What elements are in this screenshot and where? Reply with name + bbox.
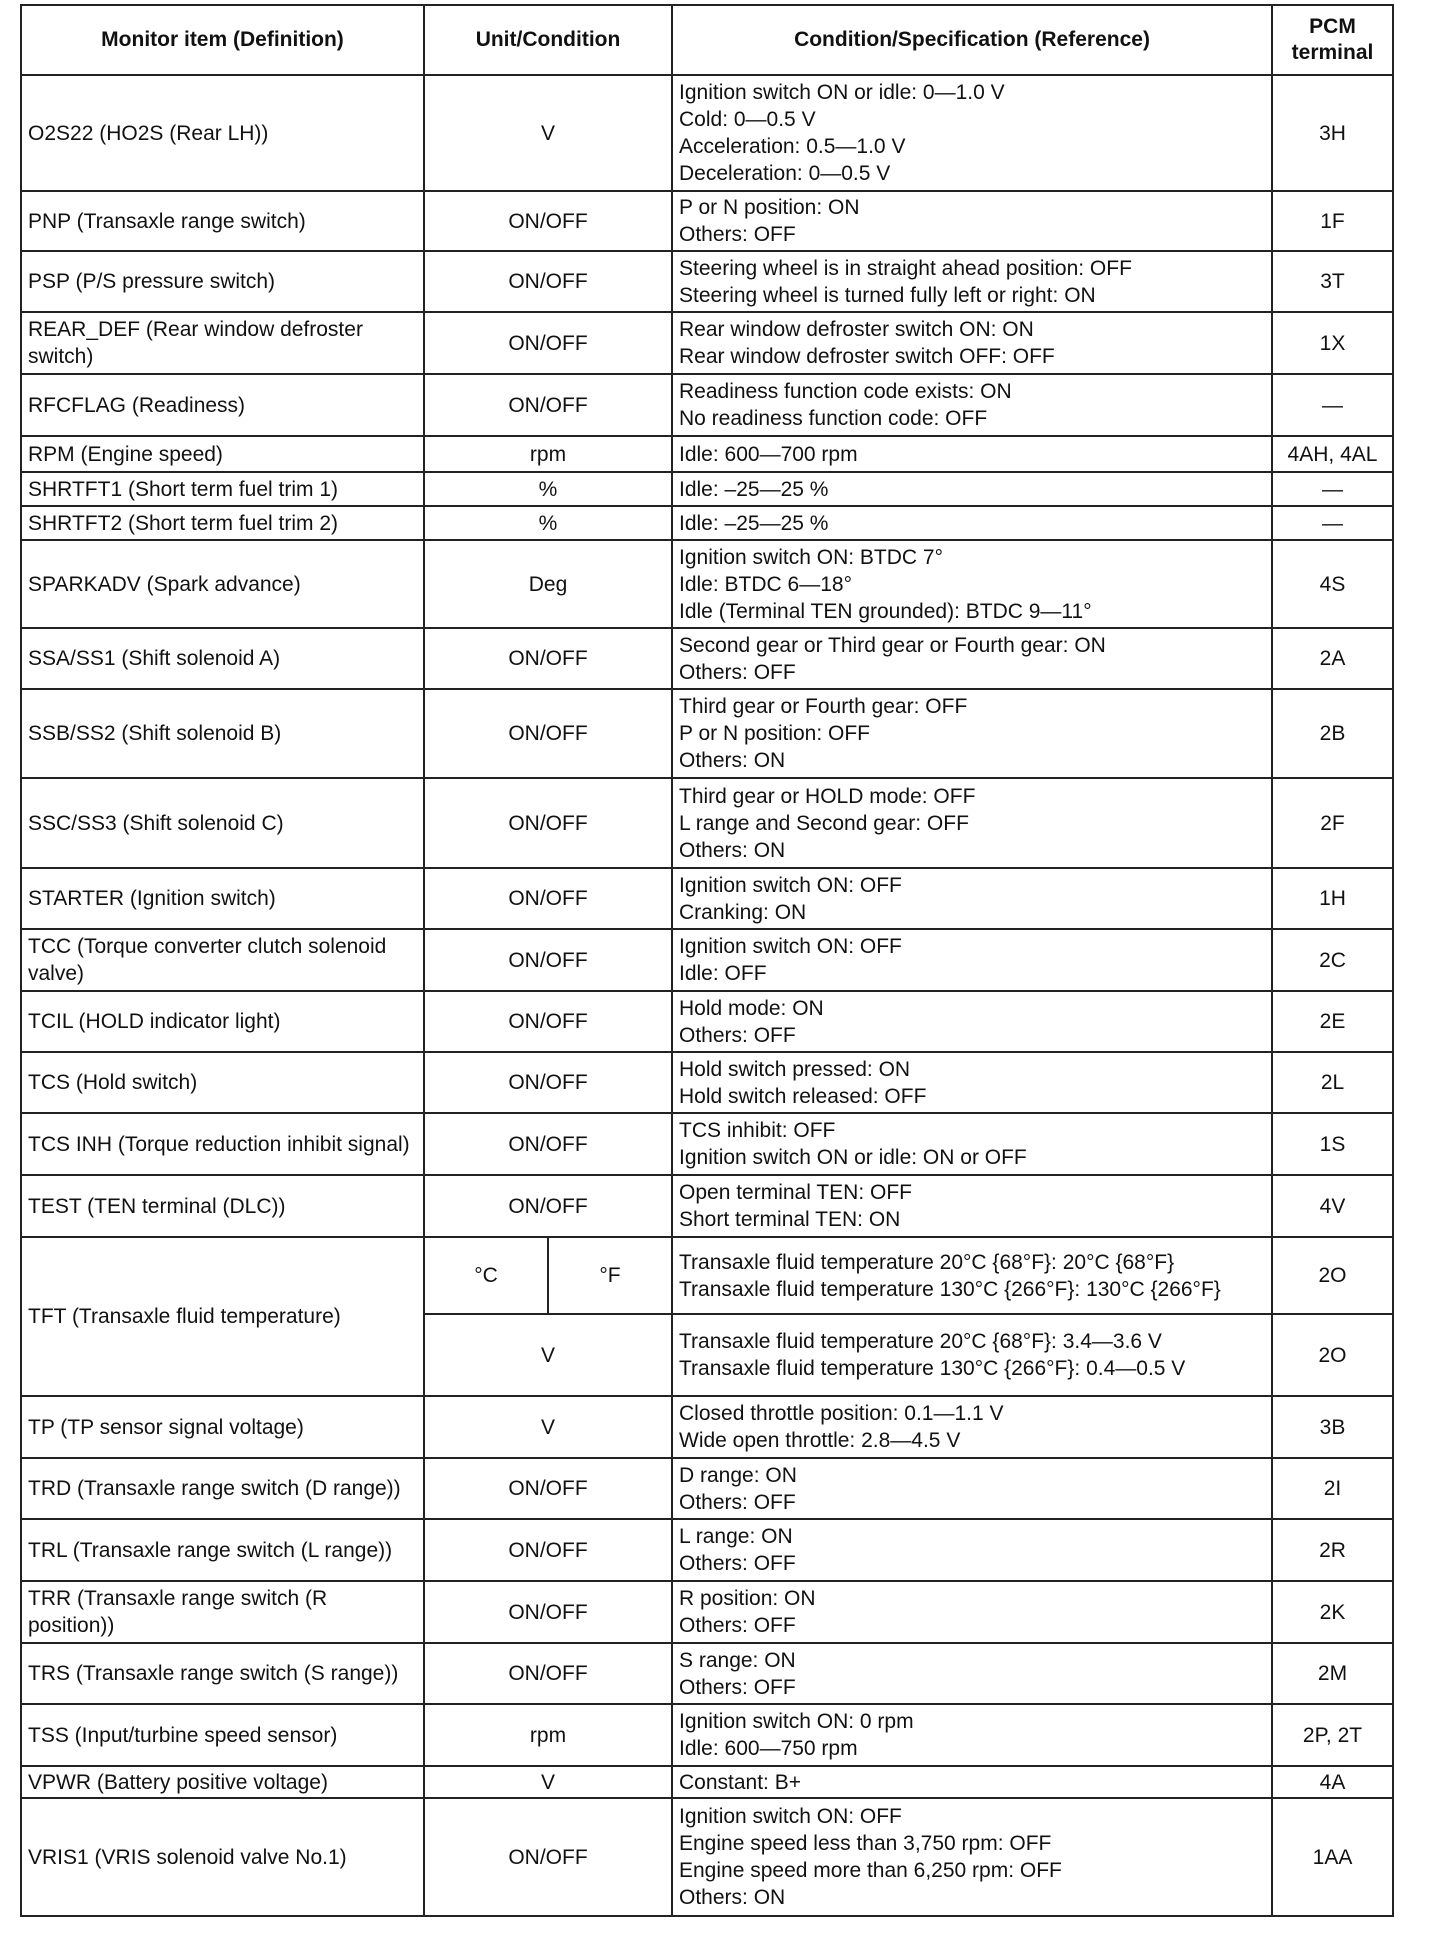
monitor-item-cell: REAR_DEF (Rear window defroster switch) (21, 312, 424, 374)
condition-line: Constant: B+ (679, 1770, 801, 1794)
header-pcm-terminal: PCM terminal (1272, 5, 1393, 75)
table-row (21, 472, 1393, 506)
condition-line: Ignition switch ON: OFF (679, 873, 902, 897)
condition-line: Ignition switch ON: OFF (679, 1805, 902, 1828)
condition-line: Short terminal TEN: ON (679, 1208, 901, 1231)
condition-line: Transaxle fluid temperature 130°C {266°F}: 130°C {266°F} (679, 1277, 1221, 1301)
monitor-item-cell: TRS (Transaxle range switch (S range)) (21, 1643, 424, 1704)
condition-cell (672, 374, 1272, 436)
condition-cell (672, 778, 1272, 868)
terminal-cell: 1X (1272, 312, 1393, 374)
condition-line: L range: ON (679, 1525, 793, 1548)
condition-line: Others: ON (679, 838, 786, 862)
terminal-cell: 2K (1272, 1581, 1393, 1643)
condition-line: Ignition switch ON: 0 rpm (679, 1710, 914, 1733)
monitor-item-cell: TCC (Torque converter clutch solenoid valve) (21, 929, 424, 991)
table-row (21, 191, 1393, 251)
table-row (21, 1581, 1393, 1643)
condition-line: Others: OFF (679, 1490, 796, 1514)
terminal-cell: 2O (1272, 1314, 1393, 1396)
condition-cell (672, 868, 1272, 929)
unit-cell: ON/OFF (424, 312, 672, 374)
unit-cell: V (424, 1766, 672, 1798)
terminal-cell: 1S (1272, 1113, 1393, 1175)
terminal-cell: 2F (1272, 778, 1393, 868)
condition-line: Ignition switch ON: BTDC 7° (679, 545, 943, 569)
condition-line: Others: OFF (679, 1675, 796, 1699)
condition-cell (672, 75, 1272, 191)
unit-celsius-cell: °C (424, 1237, 548, 1314)
header-condition-specification: Condition/Specification (Reference) (672, 5, 1272, 75)
monitor-spec-table (20, 4, 1394, 1917)
monitor-item-cell: TRD (Transaxle range switch (D range)) (21, 1458, 424, 1519)
monitor-item-cell: RFCFLAG (Readiness) (21, 374, 424, 436)
condition-line: Others: OFF (679, 660, 796, 684)
condition-line: Idle: –25—25 % (679, 477, 829, 501)
table-row (21, 75, 1393, 191)
condition-cell (672, 628, 1272, 689)
condition-line: Cranking: ON (679, 900, 807, 924)
table-row (21, 506, 1393, 540)
unit-cell: ON/OFF (424, 1175, 672, 1237)
unit-cell: ON/OFF (424, 929, 672, 991)
condition-line: Cold: 0—0.5 V (679, 108, 816, 131)
condition-cell (672, 689, 1272, 778)
condition-cell (672, 472, 1272, 506)
condition-line: Second gear or Third gear or Fourth gear: ON (679, 633, 1106, 657)
unit-cell: ON/OFF (424, 1798, 672, 1916)
terminal-cell: 2C (1272, 929, 1393, 991)
terminal-cell: 3B (1272, 1396, 1393, 1458)
monitor-item-cell: STARTER (Ignition switch) (21, 868, 424, 929)
monitor-item-cell: TCIL (HOLD indicator light) (21, 991, 424, 1052)
monitor-item-cell: TSS (Input/turbine speed sensor) (21, 1704, 424, 1766)
table-row (21, 1704, 1393, 1766)
condition-line: Third gear or HOLD mode: OFF (679, 784, 976, 808)
condition-line: Others: OFF (679, 1023, 796, 1047)
condition-line: Ignition switch ON: OFF (679, 935, 902, 958)
monitor-item-cell: TRR (Transaxle range switch (R position)) (21, 1581, 424, 1643)
monitor-item-cell: SSC/SS3 (Shift solenoid C) (21, 778, 424, 868)
table-row (21, 778, 1393, 868)
terminal-cell: 4AH, 4AL (1272, 436, 1393, 472)
table-row-tft-temp (21, 1237, 1393, 1314)
condition-cell (672, 1581, 1272, 1643)
condition-cell (672, 540, 1272, 628)
monitor-item-cell: SHRTFT2 (Short term fuel trim 2) (21, 506, 424, 540)
terminal-cell: 1F (1272, 191, 1393, 251)
condition-line: Idle: 600—750 rpm (679, 1737, 858, 1760)
condition-cell (672, 312, 1272, 374)
terminal-cell: 2O (1272, 1237, 1393, 1314)
monitor-item-cell: VPWR (Battery positive voltage) (21, 1766, 424, 1798)
condition-line: Ignition switch ON or idle: ON or OFF (679, 1146, 1027, 1169)
condition-line: Others: OFF (679, 1552, 796, 1575)
unit-cell: ON/OFF (424, 991, 672, 1052)
monitor-item-cell: O2S22 (HO2S (Rear LH)) (21, 75, 424, 191)
monitor-item-cell: TRL (Transaxle range switch (L range)) (21, 1519, 424, 1581)
condition-cell (672, 506, 1272, 540)
condition-line: No readiness function code: OFF (679, 407, 988, 430)
terminal-cell: — (1272, 472, 1393, 506)
condition-cell (672, 1314, 1272, 1396)
condition-line: Idle: 600—700 rpm (679, 442, 858, 466)
terminal-cell: 2L (1272, 1052, 1393, 1113)
table-row (21, 1643, 1393, 1704)
table-row (21, 374, 1393, 436)
monitor-item-cell: TEST (TEN terminal (DLC)) (21, 1175, 424, 1237)
table-row (21, 251, 1393, 312)
terminal-cell: 2M (1272, 1643, 1393, 1704)
unit-cell: Deg (424, 540, 672, 628)
condition-line: Hold switch pressed: ON (679, 1057, 911, 1081)
monitor-item-cell: RPM (Engine speed) (21, 436, 424, 472)
condition-line: Others: ON (679, 1886, 786, 1909)
monitor-item-cell: SPARKADV (Spark advance) (21, 540, 424, 628)
terminal-cell: — (1272, 506, 1393, 540)
unit-cell: ON/OFF (424, 1643, 672, 1704)
unit-cell: ON/OFF (424, 778, 672, 868)
condition-cell (672, 1458, 1272, 1519)
condition-cell (672, 251, 1272, 312)
condition-line: Steering wheel is turned fully left or right: ON (679, 283, 1096, 307)
condition-line: Others: OFF (679, 223, 796, 246)
condition-line: Engine speed less than 3,750 rpm: OFF (679, 1832, 1052, 1855)
condition-line: TCS inhibit: OFF (679, 1119, 836, 1142)
table-row (21, 1396, 1393, 1458)
unit-cell: rpm (424, 1704, 672, 1766)
condition-cell (672, 1766, 1272, 1798)
table-row (21, 540, 1393, 628)
condition-line: Acceleration: 0.5—1.0 V (679, 135, 906, 158)
unit-fahrenheit-cell: °F (548, 1237, 672, 1314)
condition-cell (672, 1052, 1272, 1113)
condition-line: Idle: OFF (679, 962, 767, 985)
header-row (21, 5, 1393, 75)
table-row (21, 1766, 1393, 1798)
condition-line: Hold switch released: OFF (679, 1084, 927, 1108)
condition-line: Rear window defroster switch ON: ON (679, 318, 1034, 341)
unit-cell: % (424, 472, 672, 506)
condition-line: Wide open throttle: 2.8—4.5 V (679, 1429, 961, 1452)
condition-line: Ignition switch ON or idle: 0—1.0 V (679, 81, 1005, 104)
condition-line: S range: ON (679, 1648, 796, 1672)
table-row (21, 1798, 1393, 1916)
monitor-item-cell: TCS INH (Torque reduction inhibit signal) (21, 1113, 424, 1175)
terminal-cell: 4A (1272, 1766, 1393, 1798)
condition-line: Transaxle fluid temperature 130°C {266°F}: 0.4—0.5 V (679, 1357, 1186, 1380)
condition-cell (672, 929, 1272, 991)
condition-cell (672, 1175, 1272, 1237)
condition-line: Deceleration: 0—0.5 V (679, 162, 891, 185)
unit-voltage-cell: V (424, 1314, 672, 1396)
unit-cell: rpm (424, 436, 672, 472)
header-unit-condition: Unit/Condition (424, 5, 672, 75)
monitor-item-cell: SSB/SS2 (Shift solenoid B) (21, 689, 424, 778)
condition-line: R position: ON (679, 1587, 816, 1610)
monitor-item-cell: PSP (P/S pressure switch) (21, 251, 424, 312)
unit-cell: V (424, 75, 672, 191)
table-row (21, 868, 1393, 929)
terminal-cell: 2B (1272, 689, 1393, 778)
table-row (21, 1519, 1393, 1581)
table-body-lower (21, 1396, 1393, 1916)
unit-cell: ON/OFF (424, 374, 672, 436)
condition-cell (672, 1113, 1272, 1175)
monitor-item-cell: VRIS1 (VRIS solenoid valve No.1) (21, 1798, 424, 1916)
terminal-cell: 2A (1272, 628, 1393, 689)
table-row (21, 312, 1393, 374)
terminal-cell: 2P, 2T (1272, 1704, 1393, 1766)
table-row (21, 1175, 1393, 1237)
condition-line: P or N position: ON (679, 196, 860, 219)
condition-cell (672, 991, 1272, 1052)
unit-cell: ON/OFF (424, 1581, 672, 1643)
condition-line: Steering wheel is in straight ahead position: OFF (679, 256, 1132, 280)
unit-cell: ON/OFF (424, 1519, 672, 1581)
table-row (21, 929, 1393, 991)
condition-line: Closed throttle position: 0.1—1.1 V (679, 1402, 1004, 1425)
header-monitor-item: Monitor item (Definition) (21, 5, 424, 75)
monitor-item-cell: PNP (Transaxle range switch) (21, 191, 424, 251)
condition-line: Third gear or Fourth gear: OFF (679, 695, 968, 718)
table-row (21, 1458, 1393, 1519)
terminal-cell: 1H (1272, 868, 1393, 929)
condition-line: Transaxle fluid temperature 20°C {68°F}: 3.4—3.6 V (679, 1330, 1162, 1353)
condition-line: Rear window defroster switch OFF: OFF (679, 345, 1055, 368)
unit-cell: ON/OFF (424, 1458, 672, 1519)
unit-cell: ON/OFF (424, 868, 672, 929)
terminal-cell: 3H (1272, 75, 1393, 191)
terminal-cell: 2I (1272, 1458, 1393, 1519)
condition-cell (672, 1704, 1272, 1766)
condition-line: Others: ON (679, 749, 786, 772)
table-body-tft (21, 1237, 1393, 1396)
condition-line: Engine speed more than 6,250 rpm: OFF (679, 1859, 1062, 1882)
unit-cell: ON/OFF (424, 1113, 672, 1175)
terminal-cell: 1AA (1272, 1798, 1393, 1916)
table-body-upper (21, 75, 1393, 1237)
table-row (21, 436, 1393, 472)
unit-cell: ON/OFF (424, 628, 672, 689)
condition-line: Readiness function code exists: ON (679, 380, 1012, 403)
table-row (21, 628, 1393, 689)
condition-line: P or N position: OFF (679, 722, 871, 745)
terminal-cell: 4V (1272, 1175, 1393, 1237)
unit-cell: ON/OFF (424, 689, 672, 778)
monitor-item-cell: TFT (Transaxle fluid temperature) (21, 1237, 424, 1396)
monitor-item-cell: TCS (Hold switch) (21, 1052, 424, 1113)
monitor-item-cell: TP (TP sensor signal voltage) (21, 1396, 424, 1458)
condition-line: Transaxle fluid temperature 20°C {68°F}: 20°C {68°F} (679, 1250, 1175, 1274)
table-row (21, 1113, 1393, 1175)
condition-line: Idle: BTDC 6—18° (679, 572, 852, 596)
table-row (21, 1052, 1393, 1113)
unit-cell: ON/OFF (424, 1052, 672, 1113)
condition-cell (672, 1237, 1272, 1314)
condition-cell (672, 1519, 1272, 1581)
unit-cell: ON/OFF (424, 251, 672, 312)
condition-line: Open terminal TEN: OFF (679, 1181, 913, 1204)
unit-cell: % (424, 506, 672, 540)
condition-line: Idle (Terminal TEN grounded): BTDC 9—11° (679, 599, 1092, 623)
unit-cell: ON/OFF (424, 191, 672, 251)
table-row (21, 689, 1393, 778)
terminal-cell: 3T (1272, 251, 1393, 312)
table-row (21, 991, 1393, 1052)
monitor-item-cell: SHRTFT1 (Short term fuel trim 1) (21, 472, 424, 506)
unit-cell: V (424, 1396, 672, 1458)
terminal-cell: 4S (1272, 540, 1393, 628)
condition-line: Idle: –25—25 % (679, 511, 829, 535)
condition-cell (672, 1798, 1272, 1916)
condition-cell (672, 1396, 1272, 1458)
condition-cell (672, 191, 1272, 251)
terminal-cell: — (1272, 374, 1393, 436)
condition-line: Hold mode: ON (679, 996, 824, 1020)
condition-line: L range and Second gear: OFF (679, 811, 969, 835)
terminal-cell: 2E (1272, 991, 1393, 1052)
condition-line: D range: ON (679, 1463, 797, 1487)
terminal-cell: 2R (1272, 1519, 1393, 1581)
monitor-item-cell: SSA/SS1 (Shift solenoid A) (21, 628, 424, 689)
condition-cell (672, 1643, 1272, 1704)
condition-line: Others: OFF (679, 1614, 796, 1637)
condition-cell (672, 436, 1272, 472)
